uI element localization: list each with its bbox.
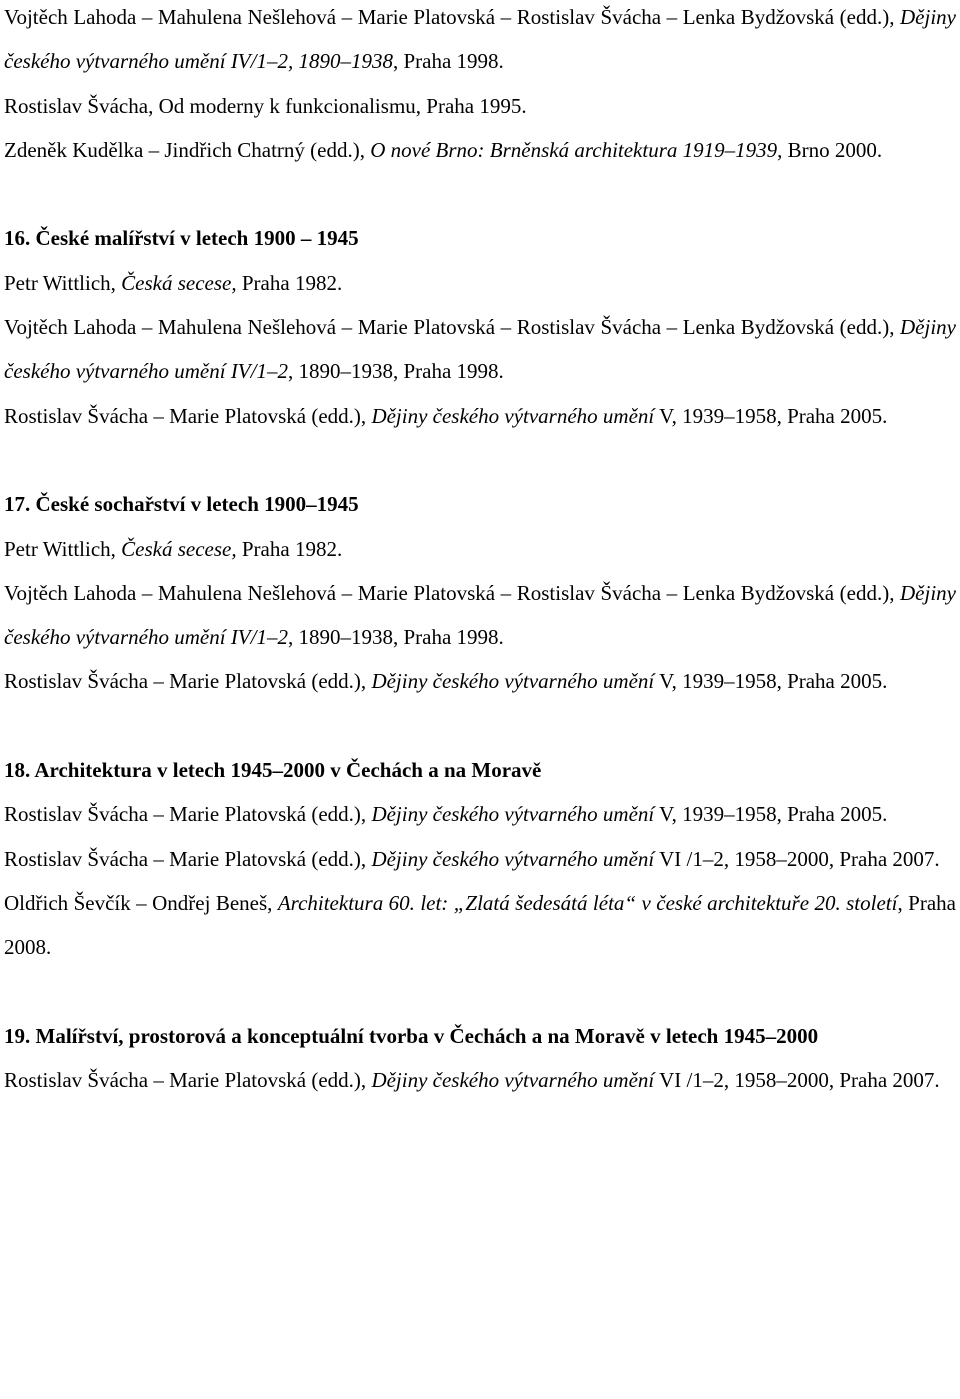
entry-authors: Vojtěch Lahoda – Mahulena Nešlehová – Marie Platovská – Rostislav Švácha – Lenka Bydžovská (edd.),: [4, 580, 901, 605]
entry-publication: Praha 1982.: [236, 536, 343, 561]
bibliography-entry: [4, 1058, 956, 1102]
entry-authors: Petr Wittlich,: [4, 536, 122, 561]
bibliography-entry: [4, 84, 956, 128]
entry-title: Dějiny českého výtvarného umění: [371, 802, 655, 827]
bibliography-entry: [4, 881, 956, 970]
section-18: [4, 748, 956, 969]
bibliography-entry: [4, 792, 956, 836]
entry-authors: Rostislav Švácha – Marie Platovská (edd.),: [4, 846, 372, 871]
bibliography-entry: [4, 261, 956, 305]
intro-reference-list: [4, 0, 956, 172]
bibliography-entry: [4, 527, 956, 571]
entry-authors: Rostislav Švácha – Marie Platovská (edd.),: [4, 1068, 372, 1093]
bibliography-entry: [4, 571, 956, 660]
bibliography-entry: [4, 659, 956, 703]
section-heading: 19. Malířství, prostorová a konceptuální tvorba v Čechách a na Moravě v letech 1945–2000: [4, 1023, 819, 1048]
entry-publication: , 1890–1938, Praha 1998.: [287, 625, 504, 650]
entry-authors: Vojtěch Lahoda – Mahulena Nešlehová – Marie Platovská – Rostislav Švácha – Lenka Bydžovská (edd.),: [4, 315, 901, 340]
bibliography-entry: [4, 128, 956, 172]
entry-publication: Praha 1982.: [236, 270, 343, 295]
entry-publication: VI /1–2, 1958–2000, Praha 2007.: [654, 846, 940, 871]
entry-publication: , Praha 1998.: [392, 49, 504, 74]
entry-title: O nové Brno: Brněnská architektura 1919–1939: [370, 137, 778, 162]
bibliography-entry: [4, 837, 956, 881]
entry-authors: Rostislav Švácha, Od moderny k funkcionalismu, Praha 1995.: [4, 93, 527, 118]
bibliography-entry: [4, 305, 956, 394]
section-heading: 17. České sochařství v letech 1900–1945: [4, 492, 359, 517]
entry-authors: Rostislav Švácha – Marie Platovská (edd.),: [4, 403, 372, 428]
entry-publication: , Praha 2008.: [4, 890, 956, 960]
entry-title: Dějiny českého výtvarného umění IV/1–2, 1890–1938: [4, 5, 956, 74]
entry-authors: Rostislav Švácha – Marie Platovská (edd.),: [4, 669, 372, 694]
entry-title: Dějiny českého výtvarného umění IV/1–2: [4, 315, 956, 384]
section-17: [4, 482, 956, 703]
entry-publication: , 1890–1938, Praha 1998.: [287, 359, 504, 384]
entry-title: Dějiny českého výtvarného umění: [371, 669, 655, 694]
entry-title: Česká secese,: [121, 536, 237, 561]
section-heading: 18. Architektura v letech 1945–2000 v Čechách a na Moravě: [4, 758, 542, 783]
entry-authors: Zdeněk Kudělka – Jindřich Chatrný (edd.),: [4, 137, 371, 162]
entry-title: Česká secese,: [121, 270, 237, 295]
entry-authors: Rostislav Švácha – Marie Platovská (edd.),: [4, 802, 372, 827]
section-heading: 16. České malířství v letech 1900 – 1945: [4, 226, 359, 251]
section-16: [4, 216, 956, 437]
bibliography-entry: [4, 394, 956, 438]
entry-publication: , Brno 2000.: [777, 137, 883, 162]
entry-title: Dějiny českého výtvarného umění: [371, 1068, 655, 1093]
entry-publication: V, 1939–1958, Praha 2005.: [654, 669, 888, 694]
entry-authors: Petr Wittlich,: [4, 270, 122, 295]
entry-title: Architektura 60. let: „Zlatá šedesátá léta“ v české architektuře 20. století: [277, 890, 898, 915]
entry-title: Dějiny českého výtvarného umění: [371, 403, 655, 428]
entry-title: Dějiny českého výtvarného umění: [371, 846, 655, 871]
bibliography-entry: [4, 0, 956, 84]
entry-publication: V, 1939–1958, Praha 2005.: [654, 802, 888, 827]
entry-publication: VI /1–2, 1958–2000, Praha 2007.: [654, 1068, 940, 1093]
section-19: [4, 1014, 956, 1103]
entry-publication: V, 1939–1958, Praha 2005.: [654, 403, 888, 428]
document-page: [4, 0, 956, 1102]
entry-title: Dějiny českého výtvarného umění IV/1–2: [4, 580, 956, 650]
entry-authors: Oldřich Ševčík – Ondřej Beneš,: [4, 890, 278, 915]
entry-authors: Vojtěch Lahoda – Mahulena Nešlehová – Marie Platovská – Rostislav Švácha – Lenka Bydžovská (edd.),: [4, 5, 901, 29]
